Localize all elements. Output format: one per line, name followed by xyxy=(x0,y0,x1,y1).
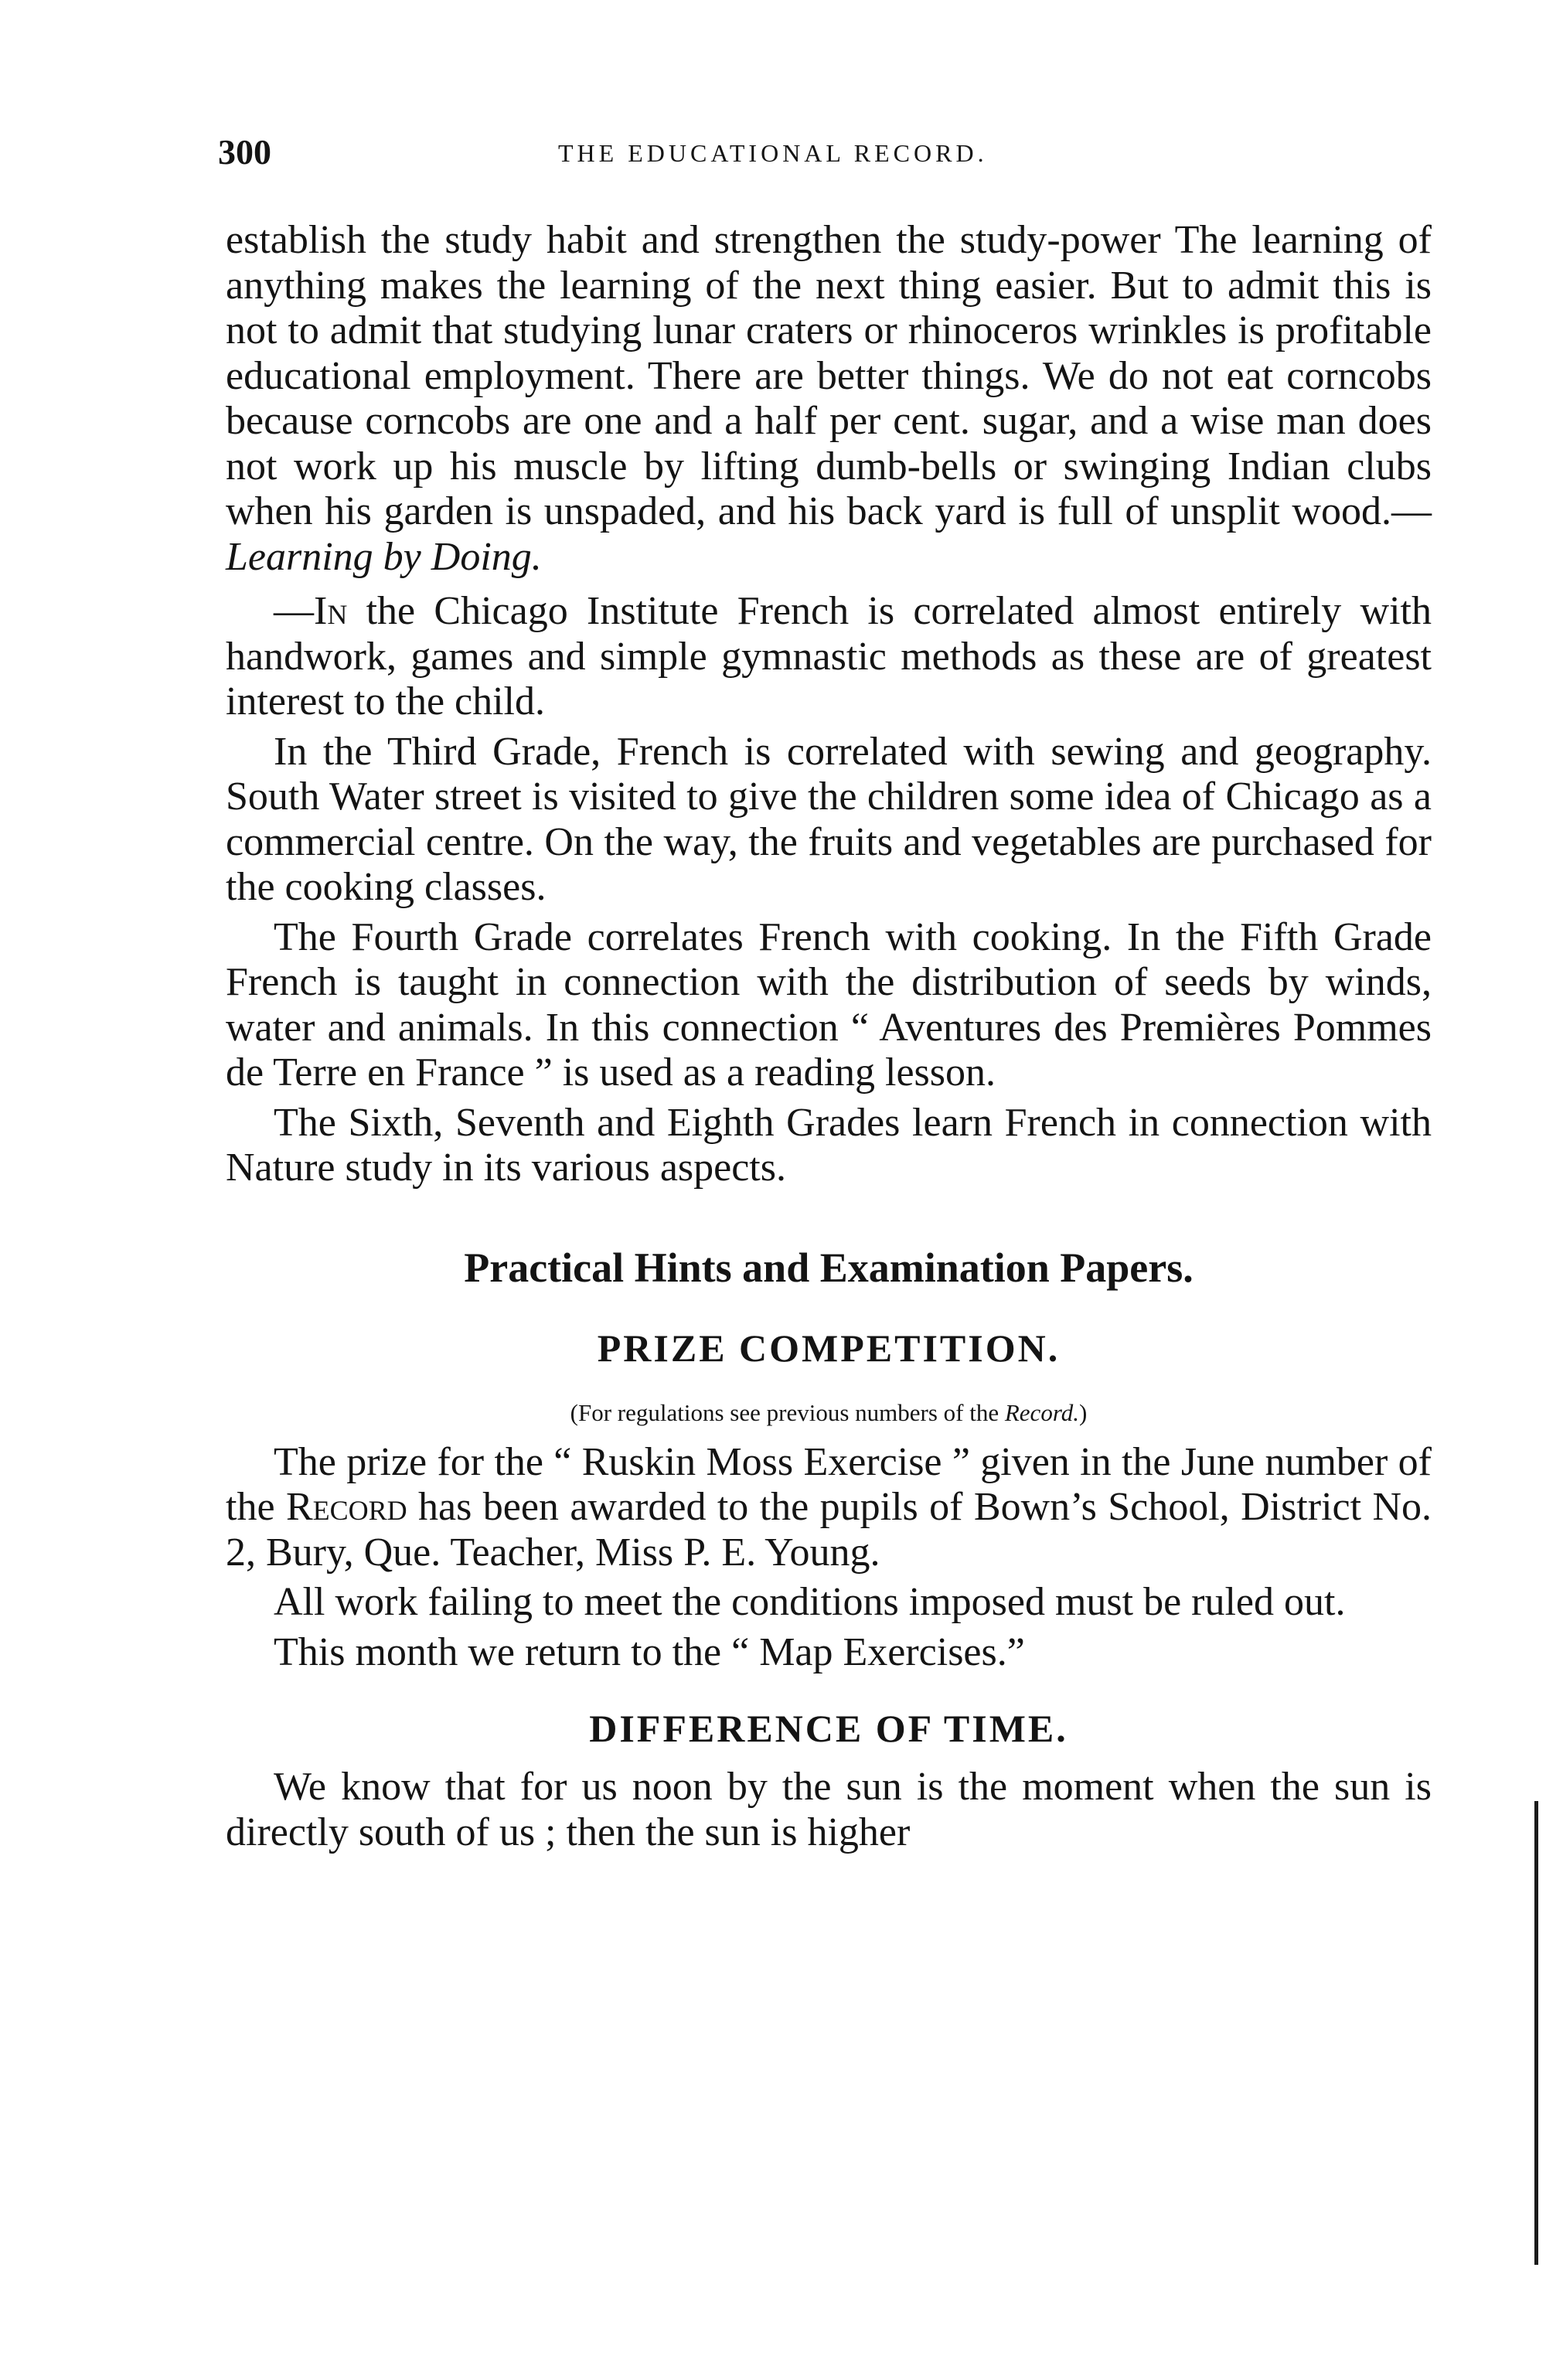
paragraph-study-habit xyxy=(226,218,1432,580)
subsection-title-prize: PRIZE COMPETITION. xyxy=(597,1326,1061,1370)
paragraph-map-exercises: This month we return to the “ Map Exercises.” xyxy=(274,1629,1025,1674)
note-close: ) xyxy=(1078,1398,1088,1426)
scan-edge-line xyxy=(1534,1801,1538,2265)
note-record: Record. xyxy=(1004,1398,1079,1426)
page-header xyxy=(218,131,1424,181)
regulations-note xyxy=(226,1395,1432,1431)
paragraph-noon-sun: We know that for us noon by the sun is the moment when the sun is directly south of us ; then the sun is higher xyxy=(226,1765,1432,1854)
paragraph-third-grade: In the Third Grade, French is correlated with sewing and geography. South Water street is visited to give the children some idea of Chicago as a commercial centre. On the way, the fruits and vegetables are purchased for the cooking classes. xyxy=(226,729,1432,909)
paragraph-sixth-grade: The Sixth, Seventh and Eighth Grades learn French in connection with Nature study in its various aspects. xyxy=(226,1100,1432,1190)
note-text: (For regulations see previous numbers of the xyxy=(570,1398,1005,1426)
paragraph-text: The prize for the “ Ruskin Moss Exercise ” given in the June number of the xyxy=(226,1439,1432,1529)
lead-word: —In xyxy=(274,589,348,633)
running-title: THE EDUCATIONAL RECORD. xyxy=(558,139,988,167)
section-title: Practical Hints and Examination Papers. xyxy=(464,1244,1194,1291)
paragraph-prize-award xyxy=(226,1440,1432,1576)
source-citation: Learning by Doing. xyxy=(226,534,542,579)
paragraph-chicago-institute xyxy=(226,589,1432,725)
paragraph-text: the Chicago Institute French is correlated almost entirely with handwork, games and simple gymnastic methods as these are of greatest interest to the child. xyxy=(226,589,1432,724)
paragraph-fourth-grade: The Fourth Grade correlates French with cooking. In the Fifth Grade French is taught in connection with the distribution of seeds by winds, water and animals. In this connection “ Aventures des Premières Pommes de Terre en France ” is used as a reading lesson. xyxy=(226,914,1432,1095)
paragraph-text-cont: has been awarded to the pupils of Bown’s School, District No. 2, Bury, Que. Teacher, Miss P. E. Young. xyxy=(226,1485,1432,1575)
subsection-title-difference: DIFFERENCE OF TIME. xyxy=(589,1707,1068,1750)
record-name: Record xyxy=(285,1485,407,1529)
page-number: 300 xyxy=(218,132,271,172)
text-column xyxy=(226,218,1432,1855)
paragraph-text: establish the study habit and strengthen the study-power The learning of anything makes the learning of the next thing easier. But to admit this is not to admit that studying lunar craters or rhinoceros wrinkles is profitable educational employment. There are better things. We do not eat corncobs because corncobs are one and a half per cent. sugar, and a wise man does not work up his muscle by lifting dumb-bells or swinging Indian clubs when his garden is unspaded, and his back yard is full of unsplit wood.— xyxy=(226,218,1432,533)
paragraph-work-failing: All work failing to meet the conditions imposed must be ruled out. xyxy=(274,1580,1346,1624)
